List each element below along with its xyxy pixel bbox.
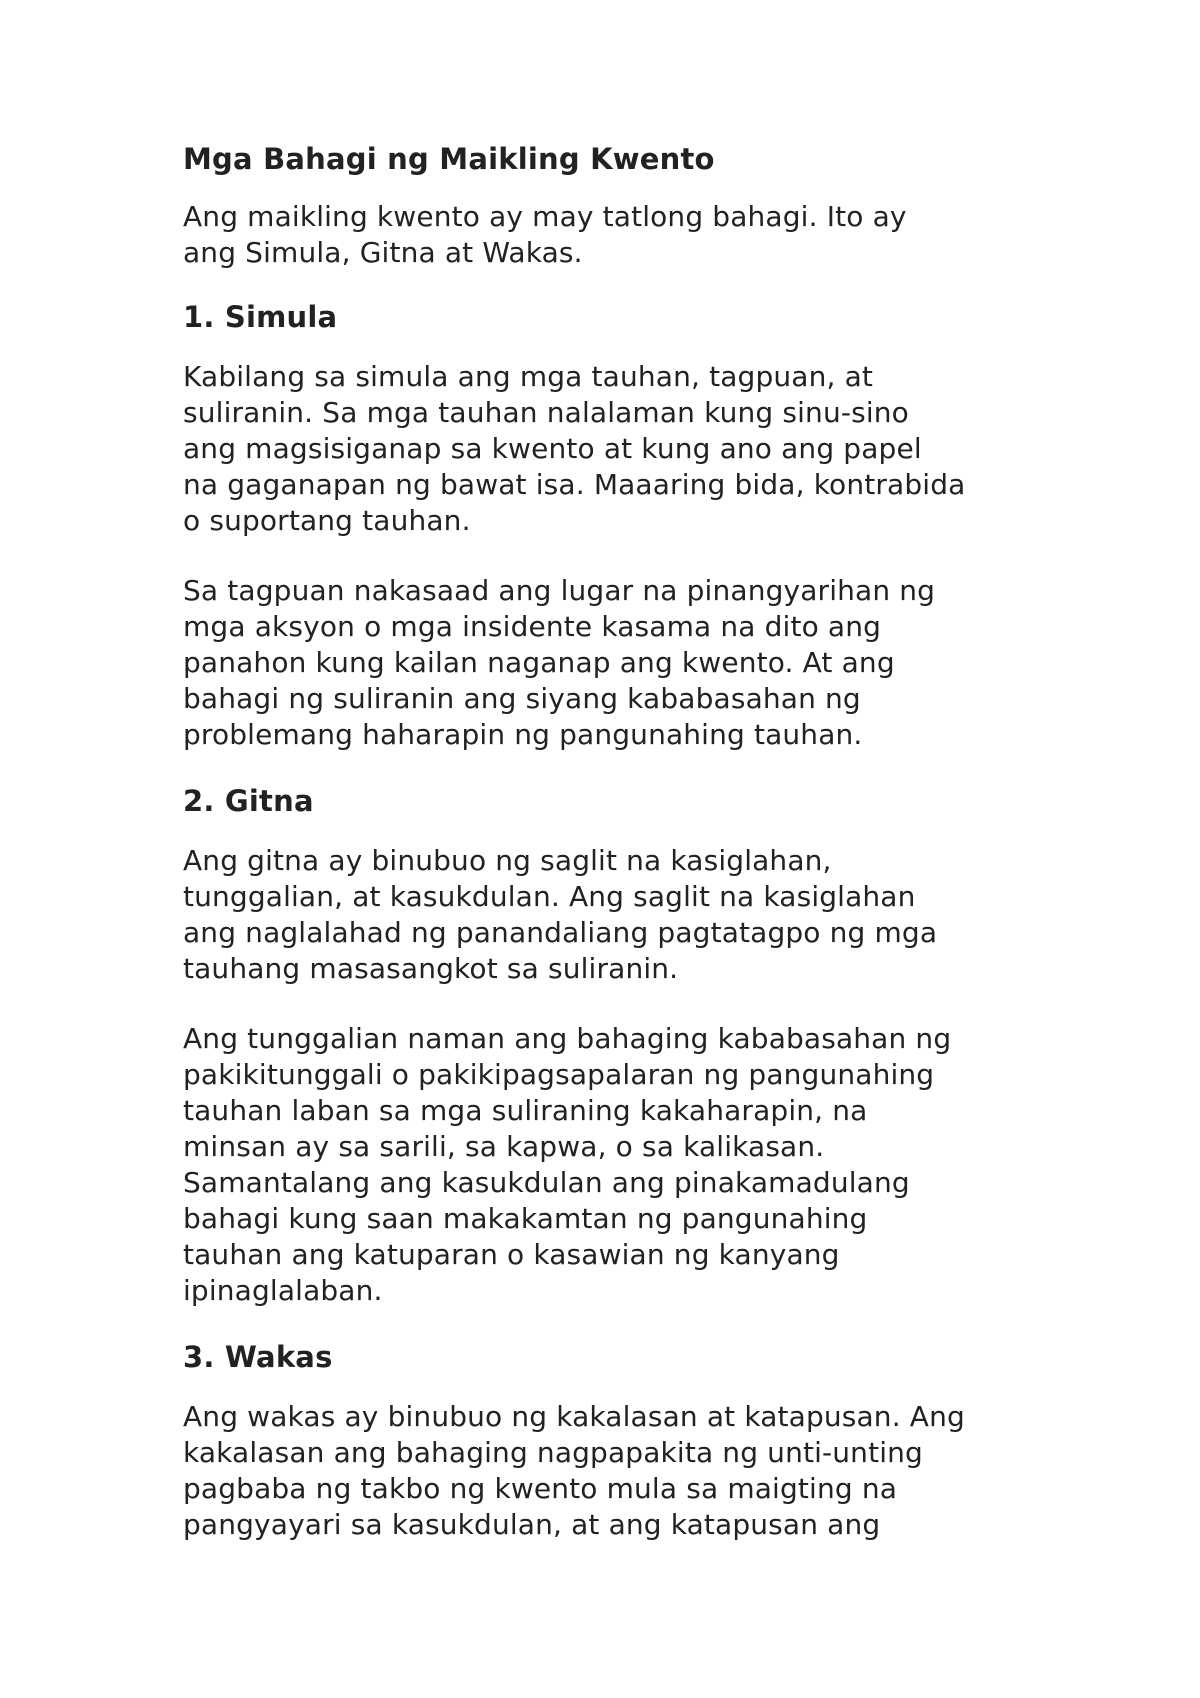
text-line: problemang haharapin ng pangunahing tauhan. xyxy=(183,718,863,751)
text-line: kakalasan ang bahaging nagpapakita ng unti-unting xyxy=(183,1436,923,1469)
text-line: minsan ay sa sarili, sa kapwa, o sa kalikasan. xyxy=(183,1130,825,1163)
simula-paragraph-2 xyxy=(183,573,1043,753)
text-line: Sa tagpuan nakasaad ang lugar na pinangyarihan ng xyxy=(183,574,936,607)
text-line: pagbaba ng takbo ng kwento mula sa maigting na xyxy=(183,1472,898,1505)
text-line: bahagi ng suliranin ang siyang kababasahan ng xyxy=(183,682,861,715)
text-line: ang magsisiganap sa kwento at kung ano ang papel xyxy=(183,432,922,465)
text-line: Ang wakas ay binubuo ng kakalasan at katapusan. Ang xyxy=(183,1400,965,1433)
text-line: Ang tunggalian naman ang bahaging kababasahan ng xyxy=(183,1022,952,1055)
text-line: na gaganapan ng bawat isa. Maaaring bida, kontrabida xyxy=(183,468,966,501)
text-line: Ang maikling kwento ay may tatlong bahagi. Ito ay xyxy=(183,200,907,233)
section-heading-gitna: 2. Gitna xyxy=(183,784,314,818)
section-heading-simula: 1. Simula xyxy=(183,300,338,334)
text-line: suliranin. Sa mga tauhan nalalaman kung sinu-sino xyxy=(183,396,909,429)
text-line: mga aksyon o mga insidente kasama na dito ang xyxy=(183,610,882,643)
text-line: o suportang tauhan. xyxy=(183,504,471,537)
text-line: bahagi kung saan makakamtan ng pangunahing xyxy=(183,1202,868,1235)
text-line: tauhan ang katuparan o kasawian ng kanyang xyxy=(183,1238,840,1271)
text-line: ipinaglalaban. xyxy=(183,1274,383,1307)
text-line: tunggalian, at kasukdulan. Ang saglit na kasiglahan xyxy=(183,880,916,913)
section-heading-wakas: 3. Wakas xyxy=(183,1340,333,1374)
text-line: tauhan laban sa mga suliraning kakaharapin, na xyxy=(183,1094,868,1127)
intro-paragraph xyxy=(183,199,1043,271)
text-line: ang Simula, Gitna at Wakas. xyxy=(183,236,583,269)
text-line: pangyayari sa kasukdulan, at ang katapusan ang xyxy=(183,1508,881,1541)
simula-paragraph-1 xyxy=(183,359,1043,539)
text-line: pakikitunggali o pakikipagsapalaran ng pangunahing xyxy=(183,1058,935,1091)
gitna-paragraph-2 xyxy=(183,1021,1043,1309)
gitna-paragraph-1 xyxy=(183,843,1043,987)
text-line: Kabilang sa simula ang mga tauhan, tagpuan, at xyxy=(183,360,874,393)
wakas-paragraph-1 xyxy=(183,1399,1043,1543)
text-line: ang naglalahad ng panandaliang pagtatagpo ng mga xyxy=(183,916,938,949)
text-line: Ang gitna ay binubuo ng saglit na kasiglahan, xyxy=(183,844,832,877)
document-body xyxy=(183,141,1043,1571)
text-line: panahon kung kailan naganap ang kwento. At ang xyxy=(183,646,895,679)
text-line: tauhang masasangkot sa suliranin. xyxy=(183,952,679,985)
text-line: Samantalang ang kasukdulan ang pinakamadulang xyxy=(183,1166,910,1199)
document-title: Mga Bahagi ng Maikling Kwento xyxy=(183,142,715,176)
